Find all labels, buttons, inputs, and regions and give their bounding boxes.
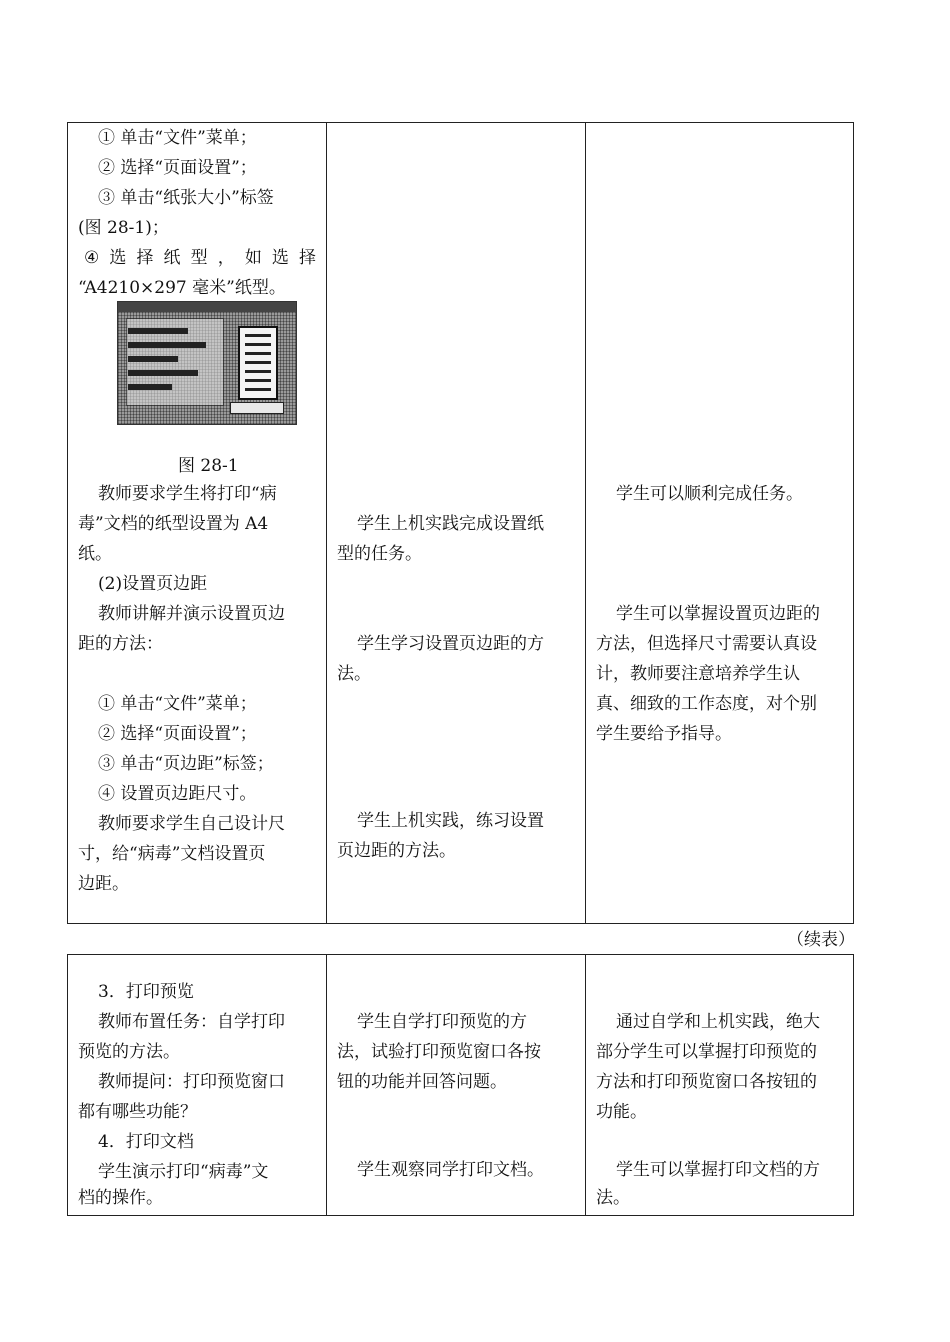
figure-caption: 图 28-1 [178,456,239,476]
text-line: 学生观察同学打印文档。 [357,1160,544,1180]
text-line: 档的操作。 [78,1188,163,1208]
text-line: 边距。 [78,874,129,894]
text-line: “A4210×297 毫米”纸型。 [78,278,286,298]
text-line: ① 单击“文件”菜单； [98,694,257,714]
char: ④ [84,248,100,268]
text-line: ③ 单击“页边距”标签； [98,754,274,774]
char: 择 [299,248,316,268]
text-line: 页边距的方法。 [337,841,456,861]
section-heading: (2)设置页边距 [98,574,208,594]
section-heading: 3．打印预览 [98,982,194,1002]
text-line: 教师讲解并演示设置页边 [98,604,285,624]
student-activity-column [327,955,586,1215]
text-line: 法，试验打印预览窗口各按 [337,1042,541,1062]
text-line: 都有哪些功能？ [78,1102,197,1122]
text-line: 方法和打印预览窗口各按钮的 [596,1072,817,1092]
char: 纸 [163,248,181,268]
text-line: 教师布置任务：自学打印 [98,1012,285,1032]
text-line: 学生自学打印预览的方 [357,1012,527,1032]
text-line: ① 单击“文件”菜单； [98,128,257,148]
text-line: 学生学习设置页边距的方 [357,634,544,654]
design-intent-column [586,955,853,1215]
text-line: 学生可以掌握打印文档的方 [616,1160,820,1180]
text-line: 教师提问：打印预览窗口 [98,1072,285,1092]
section-heading: 4．打印文档 [98,1132,194,1152]
text-line: 预览的方法。 [78,1042,180,1062]
text-line: 学生要给予指导。 [596,724,732,744]
text-line: 方法，但选择尺寸需要认真设 [596,634,817,654]
text-line: 学生上机实践，练习设置 [357,811,544,831]
text-line: ④ 设置页边距尺寸。 [98,784,257,804]
text-line: 法。 [337,664,371,684]
justified-line [84,243,316,273]
text-line: 法。 [596,1188,630,1208]
text-line: 纸。 [78,544,112,564]
text-line: 学生可以掌握设置页边距的 [616,604,820,624]
text-line: 学生演示打印“病毒”文 [98,1162,269,1182]
char: 型 [190,248,208,268]
text-line: ② 选择“页面设置”； [98,724,257,744]
teacher-activity-column [68,123,327,923]
text-line: ② 选择“页面设置”； [98,158,257,178]
student-activity-column [327,123,586,923]
lesson-table-part2 [67,954,854,1216]
char: 择 [136,248,154,268]
text-line: 功能。 [596,1102,647,1122]
teacher-activity-column [68,955,327,1215]
char: 选 [271,248,289,268]
text-line: 距的方法： [78,634,163,654]
continued-label: （续表） [787,930,855,950]
text-line: 计，教师要注意培养学生认 [596,664,800,684]
text-line: 毒”文档的纸型设置为 A4 [78,514,269,534]
text-line: 教师要求学生自己设计尺 [98,814,285,834]
text-line: 真、细致的工作态度，对个别 [596,694,817,714]
text-line: 学生可以顺利完成任务。 [616,484,803,504]
char: ， [217,248,235,268]
text-line: 教师要求学生将打印“病 [98,484,277,504]
text-line: 部分学生可以掌握打印预览的 [596,1042,817,1062]
char: 选 [109,248,127,268]
text-line: ③ 单击“纸张大小”标签 [98,188,274,208]
page-setup-dialog-image [117,301,297,425]
text-line: 型的任务。 [337,544,422,564]
char: 如 [244,248,262,268]
text-line: 学生上机实践完成设置纸 [357,514,544,534]
text-line: (图 28-1)； [78,218,169,238]
text-line: 通过自学和上机实践，绝大 [616,1012,820,1032]
design-intent-column [586,123,853,923]
lesson-table-part1 [67,122,854,924]
text-line: 钮的功能并回答问题。 [337,1072,507,1092]
text-line: 寸，给“病毒”文档设置页 [78,844,266,864]
